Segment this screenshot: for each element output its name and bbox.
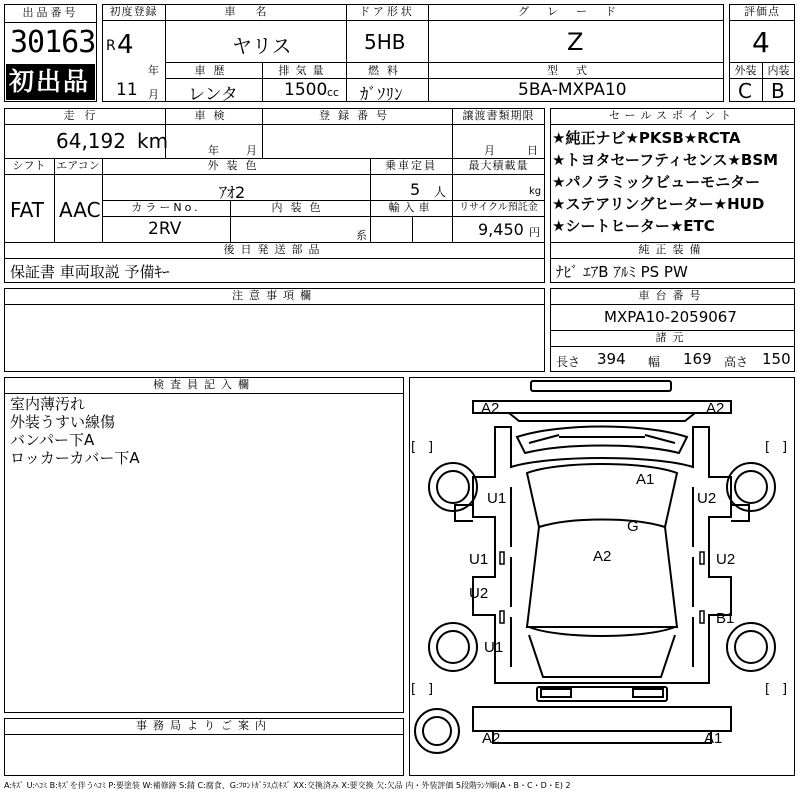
lot-number: 30163 [10, 25, 96, 60]
genuine-equipment-value: ﾅﾋﾞ ｴｱB ｱﾙﾐ PS PW [556, 263, 688, 281]
aircon-label: エアコン [56, 159, 100, 172]
car-name: ヤリス [232, 34, 292, 58]
office-label: 事務局よりご案内 [136, 719, 272, 732]
history-label: 車歴 [194, 64, 233, 77]
reg-number-label: 登録番号 [319, 109, 395, 122]
damage-mark-u1-left-front: U1 [487, 490, 507, 507]
era-mark: R [106, 38, 116, 54]
length-label: 長さ [556, 355, 581, 369]
displacement-value: 1500 [284, 80, 328, 100]
first-reg-label: 初度登録 [109, 5, 158, 18]
damage-mark-u2-left-rear-door: U2 [469, 585, 489, 602]
inspector-line-3: バンパー下A [10, 431, 95, 449]
ext-color-label: 外装色 [207, 159, 265, 172]
inspector-label: 検査員記入欄 [153, 378, 255, 391]
damage-mark-a2-front-left: A2 [481, 400, 500, 417]
ext-color-value: ｱｵ2 [219, 183, 246, 202]
exterior-grade: C [738, 79, 752, 103]
inspector-line-2: 外装うすい線傷 [10, 413, 116, 431]
transfer-day: 日 [527, 144, 538, 157]
score-value: 4 [752, 26, 770, 59]
sales-point-2: ★トヨタセーフティセンス★BSM [552, 151, 779, 169]
damage-mark-u2-right-front: U2 [697, 490, 717, 507]
damage-mark-g-glass: G [627, 518, 639, 535]
width-label: 幅 [648, 355, 661, 369]
transfer-month: 月 [484, 144, 495, 157]
door-label: ドア形状 [359, 5, 415, 18]
bracket-right-mid: [ [765, 682, 771, 697]
capacity-label: 乗車定員 [385, 159, 437, 172]
fuel-value: ｶﾞｿﾘﾝ [360, 85, 403, 105]
damage-mark-b1-right-rear-door: B1 [716, 610, 735, 627]
inspection-year: 年 [208, 144, 219, 157]
legend-text: A:ｷｽﾞ U:ﾍｺﾐ B:ｷｽﾞを伴うﾍｺﾐ P:要塗装 W:補修跡 S:錆 C:腐食、G:ﾌﾛﾝﾄｶﾞﾗｽ点ｷｽﾞ XX:交換済み X:要交換 欠:欠品 内・外装評価 5段階ﾗﾝｸ順(A・B・C・D・E) 2 [4, 781, 571, 790]
recycle-label: リサイクル預託金 [459, 202, 538, 213]
exterior-label: 外装 [734, 64, 757, 77]
month-unit: 月 [148, 88, 159, 101]
damage-mark-a1-hood: A1 [636, 471, 655, 488]
shift-label: シフト [12, 159, 46, 172]
height-label: 高さ [724, 355, 749, 369]
interior-grade: B [771, 79, 785, 103]
first-listing-text: 初出品 [9, 67, 91, 96]
bracket-left-lower: ] [428, 440, 434, 455]
mileage-unit: km [137, 129, 169, 153]
damage-mark-u1-left-door: U1 [469, 551, 489, 568]
mileage-label: 走行 [63, 109, 106, 122]
recycle-unit: 円 [529, 226, 540, 239]
reg-month: 11 [116, 80, 138, 100]
chassis-number: MXPA10-2059067 [604, 308, 737, 326]
sales-point-1: ★純正ナビ★PKSB★RCTA [552, 129, 741, 147]
recycle-value: 9,450 [478, 220, 524, 239]
interior-label: 内装 [767, 64, 790, 77]
width-value: 169 [683, 350, 712, 368]
capacity-unit: 人 [434, 185, 447, 199]
grade-value: Z [567, 28, 584, 56]
displacement-label: 排気量 [278, 64, 330, 77]
capacity-value: 5 [410, 180, 421, 199]
sales-points-label: セールスポイント [608, 109, 736, 122]
car-name-label: 車名 [224, 5, 287, 18]
later-parts-label: 後日発送部品 [223, 243, 326, 256]
max-load-unit: kg [529, 186, 542, 197]
import-label: 輸入車 [388, 201, 434, 214]
model-label: 型式 [547, 64, 605, 77]
score-label: 評価点 [744, 5, 780, 18]
damage-mark-a1-rear-right: A1 [704, 730, 723, 747]
inspection-label: 車検 [194, 109, 233, 122]
bracket-right-mid2: ] [782, 682, 788, 697]
model-value: 5BA-MXPA10 [518, 80, 627, 100]
inspector-line-4: ロッカーカバー下A [10, 449, 140, 467]
specs-label: 諸元 [655, 331, 690, 344]
damage-mark-u2-right-door: U2 [716, 551, 736, 568]
reg-year: 4 [117, 30, 134, 60]
color-no-value: 2RV [148, 219, 182, 239]
int-color-label: 内装色 [271, 201, 329, 214]
transfer-deadline-label: 譲渡書類期限 [462, 109, 535, 122]
shift-value: FAT [10, 198, 45, 222]
bracket-left-mid: [ [411, 682, 417, 697]
bracket-right-lower: ] [782, 440, 788, 455]
height-value: 150 [762, 350, 791, 368]
sales-point-3: ★パノラミックビューモニター [552, 173, 761, 191]
door-type: 5HB [364, 30, 406, 54]
bracket-left-upper: [ [411, 440, 417, 455]
year-unit: 年 [148, 64, 159, 77]
aircon-value: AAC [59, 198, 101, 222]
max-load-label: 最大積載量 [468, 159, 529, 172]
sales-point-5: ★シートヒーター★ETC [552, 217, 715, 235]
grade-label: グレード [518, 5, 634, 18]
damage-mark-a2-rear-left: A2 [482, 730, 501, 747]
damage-mark-a2-front-right: A2 [706, 400, 725, 417]
car-outline-diagram [409, 377, 795, 776]
displacement-unit: cc [327, 86, 340, 99]
length-value: 394 [597, 350, 626, 368]
bracket-left-mid2: ] [428, 682, 434, 697]
damage-mark-u1-left-rear: U1 [484, 639, 504, 656]
later-parts-value: 保証書 車両取説 予備ｷｰ [10, 263, 170, 281]
color-no-label: カラーNo. [131, 201, 201, 214]
genuine-equipment-label: 純正装備 [638, 243, 707, 256]
mileage-value: 64,192 [56, 129, 126, 153]
sales-point-4: ★ステアリングヒーター★HUD [552, 195, 765, 213]
fuel-label: 燃料 [368, 64, 406, 77]
inspector-line-1: 室内薄汚れ [10, 395, 86, 413]
bracket-right-upper: [ [765, 440, 771, 455]
int-color-unit: 系 [356, 229, 367, 242]
inspection-month: 月 [246, 144, 257, 157]
lot-number-label: 出品番号 [22, 6, 79, 19]
damage-mark-a2-roof: A2 [593, 548, 612, 565]
history-value: レンタ [188, 85, 238, 105]
chassis-label: 車台番号 [638, 289, 707, 302]
notes-label: 注意事項欄 [232, 289, 317, 302]
